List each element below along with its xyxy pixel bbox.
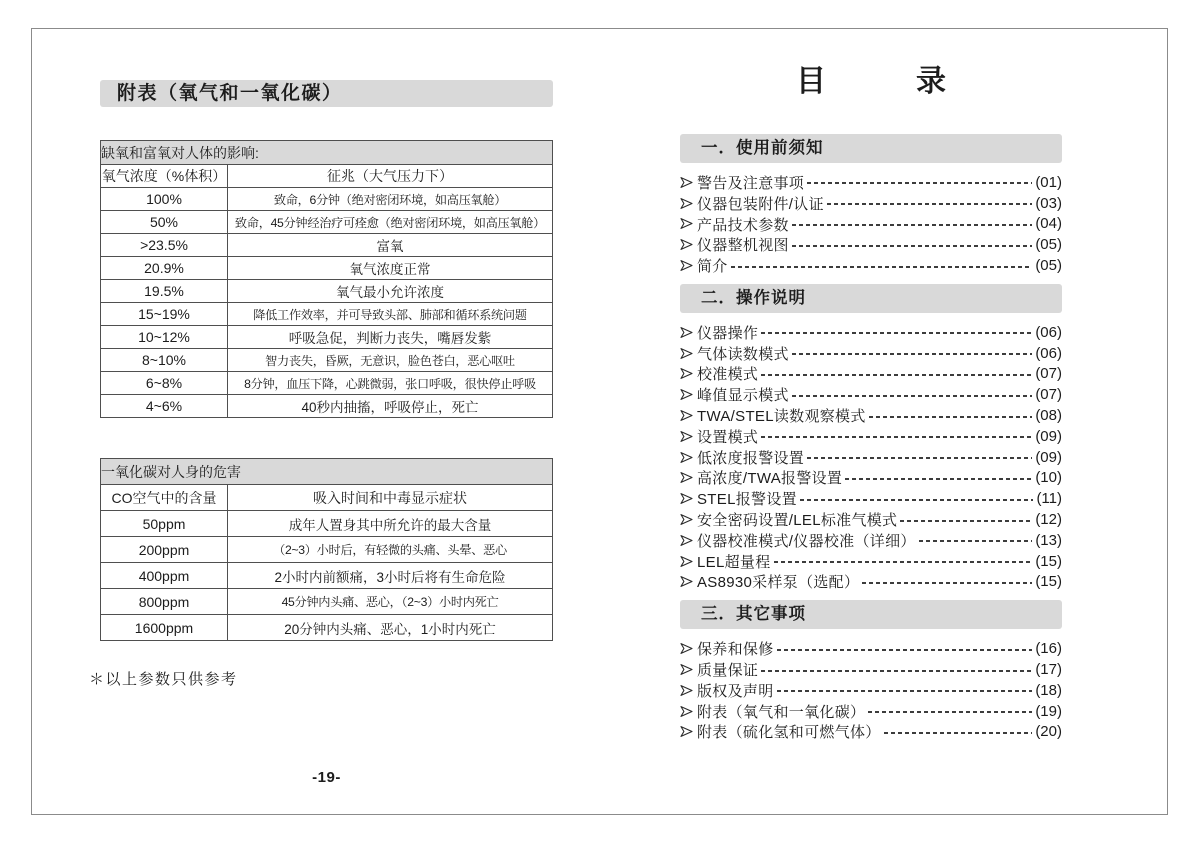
toc-item-page: (07) <box>1035 386 1062 404</box>
arrow-bullet-icon <box>680 642 693 655</box>
table-cell-value: 50ppm <box>101 511 228 537</box>
arrow-bullet-icon <box>680 555 693 568</box>
toc-item-label: TWA/STEL读数观察模式 <box>697 408 866 426</box>
toc-item-label: 产品技术参数 <box>697 216 789 234</box>
arrow-bullet-icon <box>680 663 693 676</box>
toc-item-label: 保养和保修 <box>697 641 774 659</box>
toc-item <box>680 405 1062 426</box>
toc-sections-container <box>680 134 1062 742</box>
dashed-leader <box>777 690 1033 692</box>
toc-item-label: 仪器包装附件/认证 <box>697 195 824 213</box>
table-cell-value: 19.5% <box>101 280 228 303</box>
table-cell-value: 10~12% <box>101 326 228 349</box>
table-row <box>101 589 553 615</box>
toc-item <box>680 468 1062 489</box>
toc-item <box>680 509 1062 530</box>
page-number: -19- <box>312 769 341 786</box>
toc-item-label: STEL报警设置 <box>697 491 797 509</box>
table-cell-value: 1600ppm <box>101 615 228 641</box>
table-cell-description: 氧气最小允许浓度 <box>228 280 553 303</box>
toc-item-label: 警告及注意事项 <box>697 174 805 192</box>
arrow-bullet-icon <box>680 725 693 738</box>
toc-page <box>680 62 1062 742</box>
table-cell-description: 富氧 <box>228 234 553 257</box>
table-cell-description: 成年人置身其中所允许的最大含量 <box>228 511 553 537</box>
arrow-bullet-icon <box>680 492 693 505</box>
toc-item <box>680 234 1062 255</box>
arrow-bullet-icon <box>680 451 693 464</box>
dashed-leader <box>761 436 1032 438</box>
table-cell-description: 8分钟，血压下降，心跳微弱，张口呼吸，很快停止呼吸 <box>228 372 553 395</box>
arrow-bullet-icon <box>680 176 693 189</box>
table-row <box>101 303 553 326</box>
dashed-leader <box>884 732 1033 734</box>
dashed-leader <box>800 499 1034 501</box>
table-cell-value: >23.5% <box>101 234 228 257</box>
tables-container <box>100 140 553 641</box>
toc-item-label: 仪器整机视图 <box>697 237 789 255</box>
arrow-bullet-icon <box>680 513 693 526</box>
toc-title: 目 录 <box>796 65 946 98</box>
table-row <box>101 615 553 641</box>
toc-item-page: (18) <box>1035 681 1062 699</box>
table-cell-description: 致命，6分钟（绝对密闭环境，如高压氧舱） <box>228 188 553 211</box>
arrow-bullet-icon <box>680 197 693 210</box>
toc-item <box>680 551 1062 572</box>
dashed-leader <box>900 520 1032 522</box>
dashed-leader <box>777 649 1033 651</box>
dashed-leader <box>792 245 1033 247</box>
toc-section-heading: 二．操作说明 <box>680 284 1062 313</box>
toc-item <box>680 659 1062 680</box>
toc-item <box>680 701 1062 722</box>
toc-item-page: (20) <box>1035 723 1062 741</box>
dashed-leader <box>792 224 1033 226</box>
toc-list <box>680 638 1062 742</box>
table-cell-description: 智力丧失，昏厥，无意识，脸色苍白，恶心呕吐 <box>228 349 553 372</box>
table-row <box>101 326 553 349</box>
table-cell-value: 8~10% <box>101 349 228 372</box>
table-cell-value: 20.9% <box>101 257 228 280</box>
toc-section <box>680 284 1062 592</box>
data-table <box>100 458 553 641</box>
dashed-leader <box>792 353 1033 355</box>
arrow-bullet-icon <box>680 326 693 339</box>
table-row <box>101 511 553 537</box>
table-cell-description: （2~3）小时后，有轻微的头痛、头晕、恶心 <box>228 537 553 563</box>
arrow-bullet-icon <box>680 684 693 697</box>
dashed-leader <box>862 582 1032 584</box>
toc-item-label: 简介 <box>697 258 728 276</box>
toc-item-page: (16) <box>1035 640 1062 658</box>
table-cell-value: 50% <box>101 211 228 234</box>
table-row <box>101 537 553 563</box>
arrow-bullet-icon <box>680 217 693 230</box>
left-page <box>89 80 553 786</box>
toc-item <box>680 530 1062 551</box>
toc-item-page: (01) <box>1035 173 1062 191</box>
dashed-leader <box>761 374 1032 376</box>
toc-item-label: 峰值显示模式 <box>697 387 789 405</box>
toc-item-label: 附表（硫化氢和可燃气体） <box>697 724 881 742</box>
toc-section-heading: 一．使用前须知 <box>680 134 1062 163</box>
table-cell-description: 2小时内前额痛，3小时后将有生命危险 <box>228 563 553 589</box>
table-row <box>101 372 553 395</box>
toc-item-label: 仪器操作 <box>697 324 759 342</box>
table-cell-value: 100% <box>101 188 228 211</box>
dashed-leader <box>792 395 1033 397</box>
arrow-bullet-icon <box>680 388 693 401</box>
arrow-bullet-icon <box>680 409 693 422</box>
data-table <box>100 140 553 418</box>
table-cell-description: 致命，45分钟经治疗可痊愈（绝对密闭环境，如高压氧舱） <box>228 211 553 234</box>
table-column-header: CO空气中的含量 <box>101 485 228 511</box>
toc-item-page: (06) <box>1035 323 1062 341</box>
toc-item-label: AS8930采样泵（选配） <box>697 574 860 592</box>
arrow-bullet-icon <box>680 534 693 547</box>
arrow-bullet-icon <box>680 430 693 443</box>
dashed-leader <box>807 182 1032 184</box>
toc-item-page: (11) <box>1036 490 1062 508</box>
toc-item-label: 质量保证 <box>697 662 759 680</box>
arrow-bullet-icon <box>680 347 693 360</box>
toc-section-heading: 三．其它事项 <box>680 600 1062 629</box>
toc-item <box>680 255 1062 276</box>
table-row <box>101 395 553 418</box>
toc-item-label: 仪器校准模式/仪器校准（详细） <box>697 532 916 550</box>
toc-item-page: (03) <box>1035 194 1062 212</box>
arrow-bullet-icon <box>680 471 693 484</box>
toc-item <box>680 572 1062 593</box>
table-row <box>101 257 553 280</box>
toc-item-label: 安全密码设置/LEL标准气模式 <box>697 512 898 530</box>
toc-item <box>680 322 1062 343</box>
dashed-leader <box>761 670 1032 672</box>
arrow-bullet-icon <box>680 259 693 272</box>
table-cell-value: 4~6% <box>101 395 228 418</box>
arrow-bullet-icon <box>680 367 693 380</box>
toc-section <box>680 600 1062 742</box>
arrow-bullet-icon <box>680 705 693 718</box>
toc-item <box>680 426 1062 447</box>
dashed-leader <box>869 416 1033 418</box>
arrow-bullet-icon <box>680 575 693 588</box>
table-cell-description: 降低工作效率，并可导致头部、肺部和循环系统问题 <box>228 303 553 326</box>
toc-item <box>680 638 1062 659</box>
toc-item <box>680 214 1062 235</box>
table-title: 一氧化碳对人身的危害 <box>101 459 553 485</box>
dashed-leader <box>827 203 1032 205</box>
table-title: 缺氧和富氧对人体的影响: <box>101 141 553 165</box>
table-cell-description: 40秒内抽搐，呼吸停止，死亡 <box>228 395 553 418</box>
toc-section <box>680 134 1062 276</box>
toc-item <box>680 488 1062 509</box>
toc-item-page: (08) <box>1035 407 1062 425</box>
table-cell-value: 6~8% <box>101 372 228 395</box>
dashed-leader <box>919 540 1033 542</box>
toc-item <box>680 722 1062 743</box>
dashed-leader <box>868 711 1032 713</box>
table-cell-description: 20分钟内头痛、恶心，1小时内死亡 <box>228 615 553 641</box>
toc-item <box>680 343 1062 364</box>
toc-item-label: 低浓度报警设置 <box>697 449 805 467</box>
toc-item-page: (07) <box>1035 365 1062 383</box>
table-row <box>101 188 553 211</box>
toc-item-label: 版权及声明 <box>697 682 774 700</box>
toc-item-page: (19) <box>1035 702 1062 720</box>
toc-item-label: 设置模式 <box>697 428 759 446</box>
dashed-leader <box>774 561 1033 563</box>
toc-item-page: (09) <box>1035 448 1062 466</box>
table-column-header: 征兆（大气压力下） <box>228 165 553 188</box>
toc-item-label: 高浓度/TWA报警设置 <box>697 470 843 488</box>
toc-item-page: (09) <box>1035 427 1062 445</box>
footnote: ＊以上参数只供参考 <box>89 671 238 688</box>
toc-item-page: (06) <box>1035 344 1062 362</box>
toc-item <box>680 447 1062 468</box>
toc-item-page: (10) <box>1035 469 1062 487</box>
dashed-leader <box>761 332 1032 334</box>
toc-item-page: (05) <box>1035 236 1062 254</box>
page-title: 附表（氧气和一氧化碳） <box>100 80 553 107</box>
table-column-header: 吸入时间和中毒显示症状 <box>228 485 553 511</box>
toc-item-label: LEL超量程 <box>697 553 771 571</box>
dashed-leader <box>807 457 1032 459</box>
dashed-leader <box>731 266 1033 268</box>
toc-item-page: (15) <box>1035 552 1062 570</box>
arrow-bullet-icon <box>680 238 693 251</box>
toc-item-label: 附表（氧气和一氧化碳） <box>697 703 866 721</box>
toc-item <box>680 384 1062 405</box>
table-cell-value: 15~19% <box>101 303 228 326</box>
toc-item-page: (13) <box>1035 531 1062 549</box>
toc-item <box>680 680 1062 701</box>
table-column-header: 氧气浓度（%体积） <box>101 165 228 188</box>
toc-item <box>680 364 1062 385</box>
dashed-leader <box>845 478 1032 480</box>
toc-list <box>680 172 1062 276</box>
table-cell-value: 400ppm <box>101 563 228 589</box>
table-cell-value: 800ppm <box>101 589 228 615</box>
toc-item-label: 校准模式 <box>697 366 759 384</box>
table-cell-description: 45分钟内头痛、恶心，（2~3）小时内死亡 <box>228 589 553 615</box>
table-cell-value: 200ppm <box>101 537 228 563</box>
toc-item-page: (17) <box>1035 661 1062 679</box>
table-row <box>101 211 553 234</box>
table-row <box>101 280 553 303</box>
table-cell-description: 氧气浓度正常 <box>228 257 553 280</box>
toc-item-page: (04) <box>1035 215 1062 233</box>
toc-item <box>680 172 1062 193</box>
table-row <box>101 349 553 372</box>
table-cell-description: 呼吸急促，判断力丧失，嘴唇发紫 <box>228 326 553 349</box>
toc-item <box>680 193 1062 214</box>
toc-item-label: 气体读数模式 <box>697 345 789 363</box>
toc-list <box>680 322 1062 592</box>
toc-item-page: (05) <box>1035 257 1062 275</box>
toc-item-page: (15) <box>1035 573 1062 591</box>
table-row <box>101 234 553 257</box>
table-row <box>101 563 553 589</box>
toc-item-page: (12) <box>1035 511 1062 529</box>
